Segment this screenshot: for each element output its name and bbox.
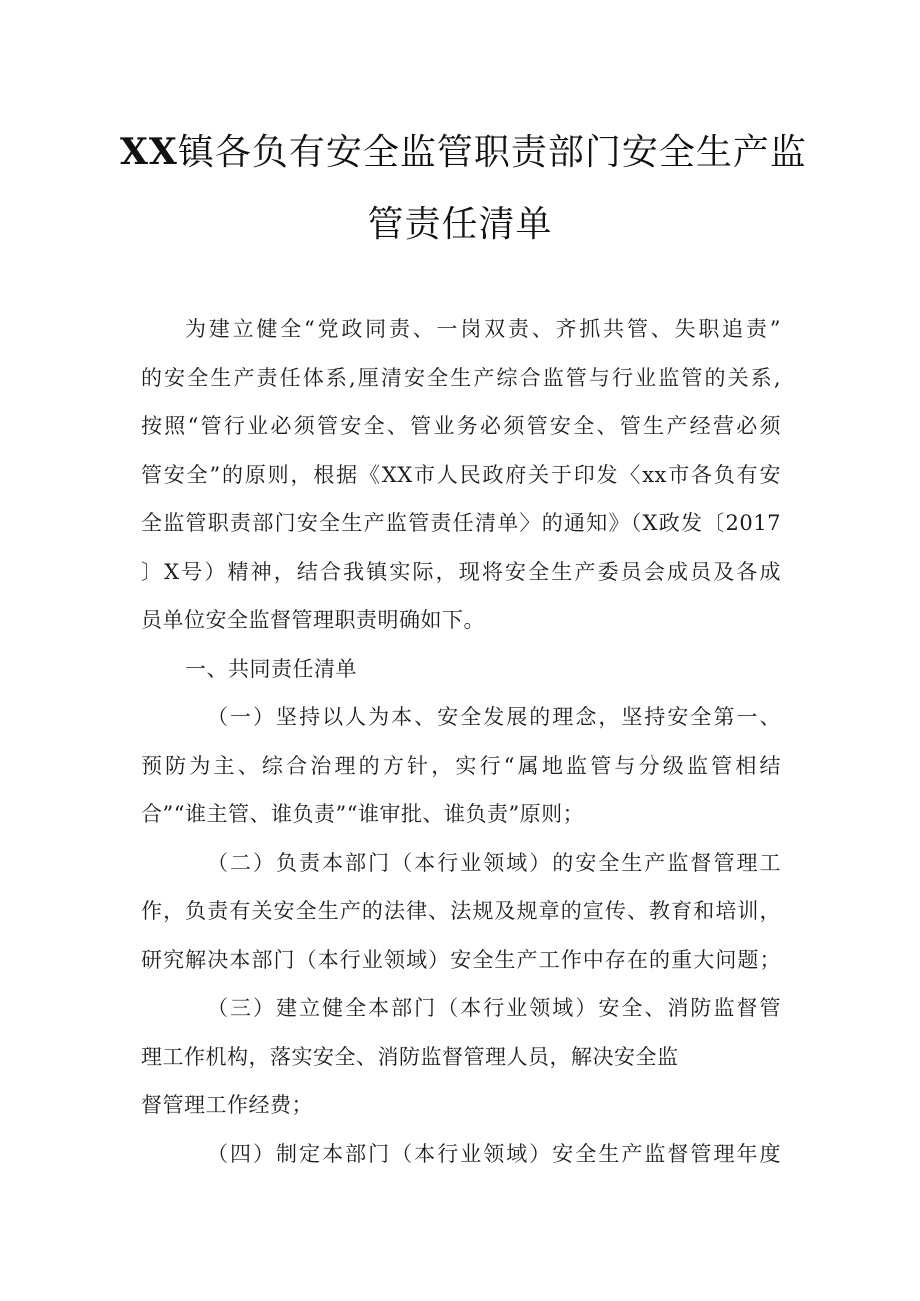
item-3-line-2: 理工作机构，落实安全、消防监督管理人员，解决安全监: [141, 1044, 679, 1069]
item-1-line-3: 合”“谁主管、谁负责”“谁审批、谁负责”原则；: [141, 802, 585, 826]
item-3-line-1: （三）建立健全本部门（本行业领域）安全、消防监督管: [207, 996, 781, 1020]
title-prefix: XX: [120, 131, 178, 173]
item-2-line-2: 作，负责有关安全生产的法律、法规及规章的宣传、教育和培训，: [141, 899, 781, 923]
item-3-line-3: 督管理工作经费；: [141, 1093, 313, 1117]
paragraph-1-line-3: 按照“管行业必须管安全、管业务必须管安全、管生产经营必须: [141, 414, 781, 438]
item-4-line-1: （四）制定本部门（本行业领域）安全生产监督管理年度: [207, 1141, 781, 1166]
paragraph-1-line-6: 〕X号）精神，结合我镇实际，现将安全生产委员会成员及各成: [141, 559, 781, 584]
section-heading: 一、共同责任清单: [185, 656, 357, 681]
item-1-line-2: 预防为主、综合治理的方针，实行“属地监管与分级监管相结: [141, 753, 781, 778]
title-line-1-text: 镇各负有安全监管职责部门安全生产监: [177, 132, 807, 173]
paragraph-1-line-5: 全监管职责部门安全生产监管责任清单〉的通知》（X政发〔2017: [141, 511, 781, 535]
paragraph-1-line-4: 管安全”的原则，根据《XX市人民政府关于印发〈xx市各负有安: [141, 462, 781, 487]
item-2-line-3: 研究解决本部门（本行业领域）安全生产工作中存在的重大问题；: [141, 947, 781, 972]
paragraph-1-line-7: 员单位安全监督管理职责明确如下。: [141, 608, 485, 632]
item-2-line-1: （二）负责本部门（本行业领域）的安全生产监督管理工: [207, 850, 781, 875]
paragraph-1-line-1: 为建立健全“党政同责、一岗双责、齐抓共管、失职追责”: [185, 317, 781, 341]
item-1-line-1: （一）坚持以人为本、安全发展的理念，坚持安全第一、: [207, 705, 781, 729]
document-title-line-1: [120, 124, 807, 175]
document-title-line-2: 管责任清单: [367, 204, 553, 245]
paragraph-1-line-2: 的安全生产责任体系,厘清安全生产综合监管与行业监管的关系,: [141, 365, 781, 390]
document-body: [141, 305, 781, 1178]
